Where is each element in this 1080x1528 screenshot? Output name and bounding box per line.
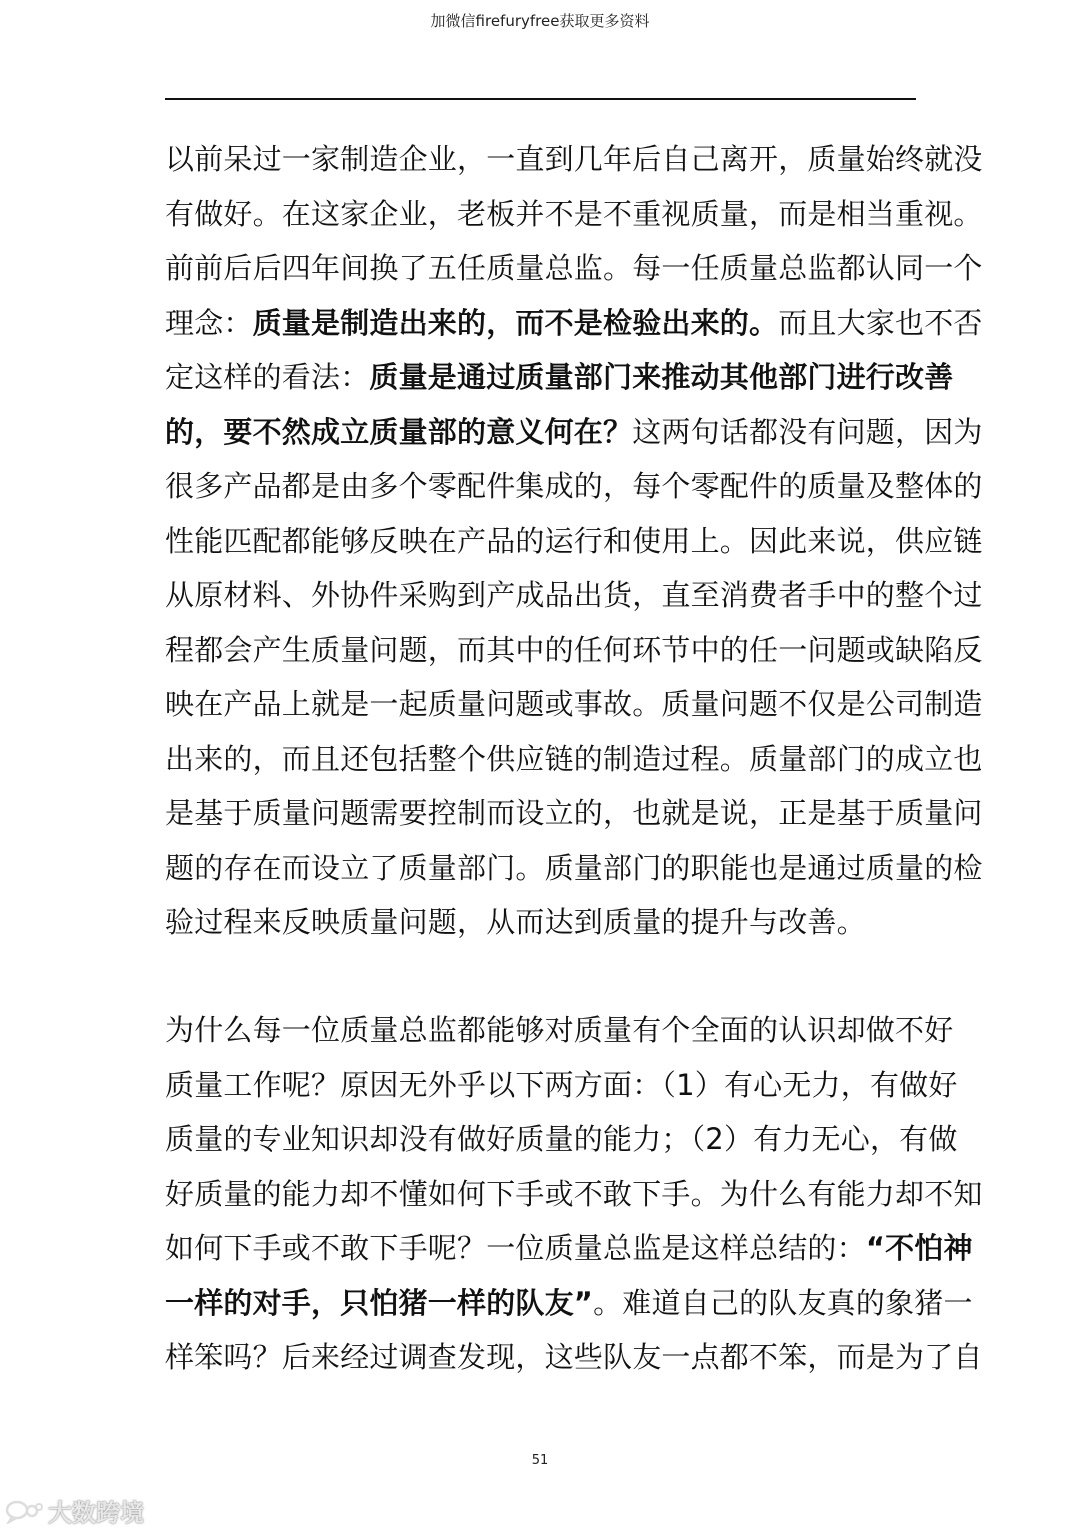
text-segment: 这两句话都没有问题，因为 [632,414,983,449]
text-line [165,568,983,623]
text-segment: 很多产品都是由多个零配件集成的，每个零配件的质量及整体的 [165,469,983,503]
text-segment: 从原材料、外协件采购到产成品出货，直至消费者手中的整个过 [165,578,983,612]
text-segment: 出来的，而且还包括整个供应链的制造过程。质量部门的成立也 [165,741,983,776]
text-segment: 程都会产生质量问题，而其中的任何环节中的任一问题或缺陷反 [165,632,983,667]
text-line [165,1221,973,1276]
text-segment: 好质量的能力却不懂如何下手或不敢下手。为什么有能力却不知 [165,1176,983,1211]
text-line [165,895,925,950]
speech-bubble-logo-icon [4,1498,44,1524]
bold-text-segment: 的，要不然成立质量部的意义何在？ [165,414,633,449]
bold-text-segment: 一样的对手，只怕猪一样的队友” [165,1285,594,1320]
text-line [165,241,983,296]
text-line [165,1058,958,1113]
bold-text-segment: 质量是通过质量部门来推动其他部门进行改善 [369,360,954,394]
text-segment: 性能匹配都能够反映在产品的运行和使用上。因此来说，供应链 [165,523,983,558]
text-segment: 样笨吗？后来经过调查发现，这些队友一点都不笨，而是为了自 [165,1340,983,1374]
text-line [165,1167,983,1222]
text-segment: 映在产品上就是一起质量问题或事故。质量问题不仅是公司制造 [165,687,983,721]
text-line [165,187,983,242]
header-divider [165,98,916,100]
text-segment: 定这样的看法： [165,360,370,394]
text-line [165,1112,958,1167]
text-line [165,514,983,569]
bold-text-segment: 质量是制造出来的，而不是检验出来的。 [252,305,779,340]
text-line [165,405,983,460]
text-line [165,732,983,787]
watermark [4,1493,144,1528]
text-line [165,841,983,896]
text-segment: 是基于质量问题需要控制而设立的，也就是说，正是基于质量问 [165,796,983,830]
text-segment: 题的存在而设立了质量部门。质量部门的职能也是通过质量的检 [165,850,983,885]
text-line [165,1330,983,1385]
text-segment: 理念： [165,305,253,340]
text-segment: 为什么每一位质量总监都能够对质量有个全面的认识却做不好 [165,1013,954,1047]
text-segment: 质量工作呢？原因无外乎以下两方面：（1）有心无力，有做好 [165,1067,958,1102]
text-segment: 有做好。在这家企业，老板并不是不重视质量，而是相当重视。 [165,196,983,231]
text-segment: 质量的专业知识却没有做好质量的能力；（2）有力无心，有做 [165,1122,958,1156]
text-segment: 验过程来反映质量问题，从而达到质量的提升与改善。 [165,905,866,939]
paragraph-2 [165,1003,983,1385]
page-number: 51 [531,1453,549,1468]
text-line [165,459,983,514]
text-line [165,623,983,678]
text-line [165,786,983,841]
text-segment: 如何下手或不敢下手呢？一位质量总监是这样总结的： [165,1231,866,1265]
bold-text-segment: “不怕神 [865,1231,973,1265]
page-header-text: 加微信firefuryfree获取更多资料 [430,12,650,30]
watermark-text: 大数跨境 [48,1499,144,1527]
text-line [165,677,983,732]
text-line [165,350,954,405]
text-segment: 前前后后四年间换了五任质量总监。每一任质量总监都认同一个 [165,251,983,285]
text-line [165,1003,954,1058]
text-line [165,132,983,187]
text-segment: 以前呆过一家制造企业，一直到几年后自己离开，质量始终就没 [165,142,983,176]
text-segment: 而且大家也不否 [778,305,983,340]
text-segment: 。难道自己的队友真的象猪一 [593,1285,973,1320]
text-line [165,296,983,351]
paragraph-1 [165,132,983,950]
text-line [165,1276,973,1331]
